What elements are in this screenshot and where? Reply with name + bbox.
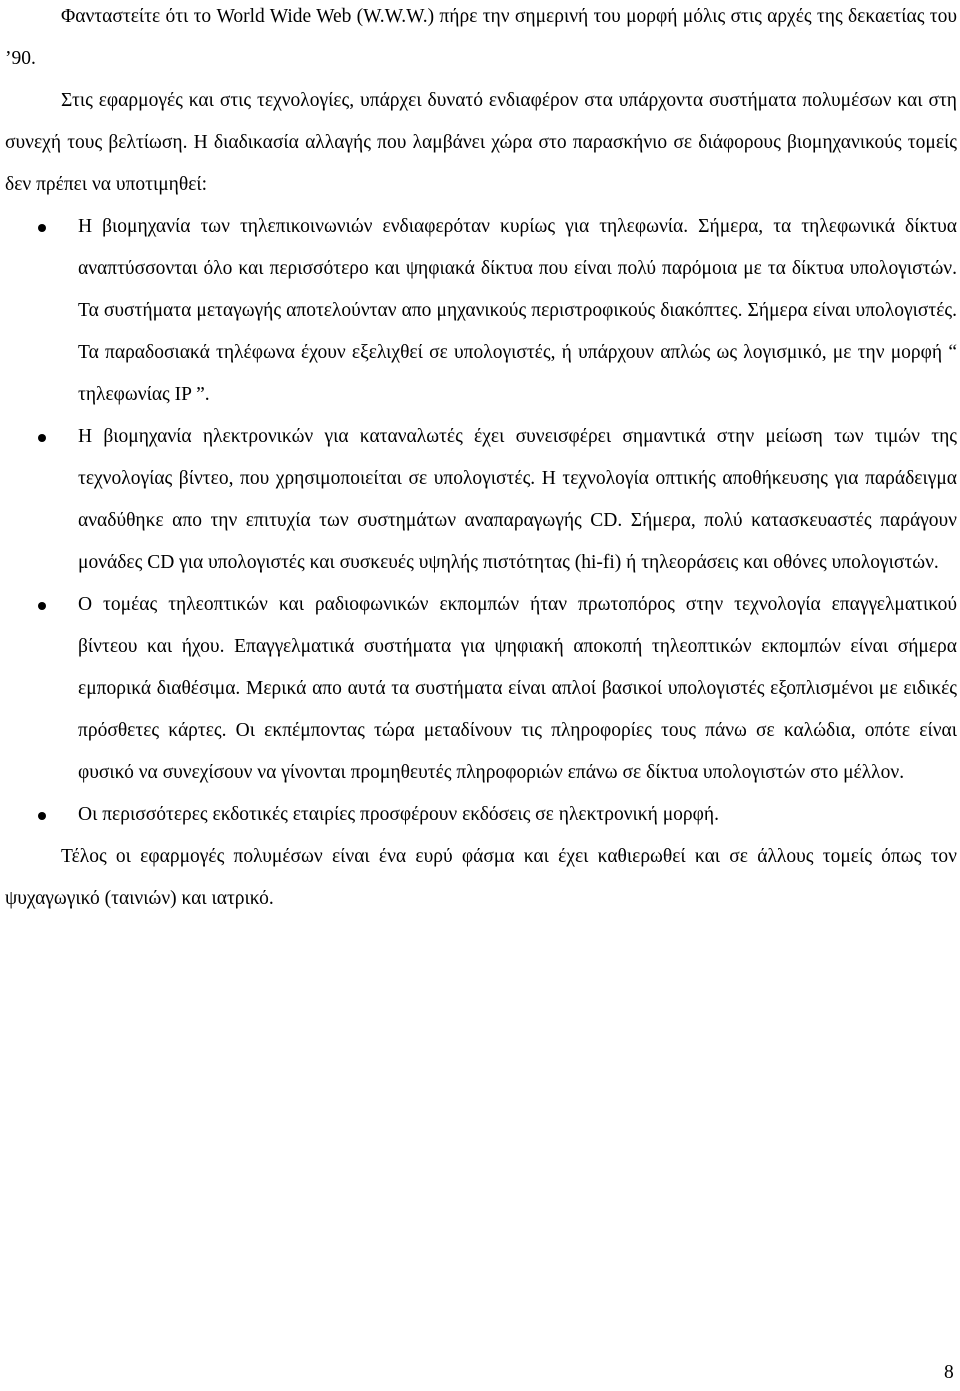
bullet-dot-icon [38, 434, 46, 442]
bullet-text: Ο τομέας τηλεοπτικών και ραδιοφωνικών εκπομπών ήταν πρωτοπόρος στην τεχνολογία επαγγελματικού βίντεου και ήχου. Επαγγελματικά συστήματα για ψηφιακή αποκοπή τηλεοπτικών εκπομπών είναι σήμερα εμπορικά διαθέσιμα. Μερικά απο αυτά τα συστήματα είναι απλοί βασικοί υπολογιστές εξοπλισμένοι με ειδικές πρόσθετες κάρτες. Οι εκπέμποντας τώρα μεταδίνουν τις πληροφορίες τους πάνω σε καλώδια, οπότε είναι φυσικό να συνεχίσουν να γίνονται προμηθευτές πληροφοριών επάνω σε δίκτυα υπολογιστών στο μέλλον. [78, 594, 957, 783]
page-number: 8 [944, 1362, 954, 1383]
bullet-telecommunications [5, 206, 957, 416]
bullet-dot-icon [38, 224, 46, 232]
bullet-publishing [5, 794, 957, 836]
bullet-broadcasting [5, 584, 957, 794]
bullet-text: Η βιομηχανία των τηλεπικοινωνιών ενδιαφερόταν κυρίως για τηλεφωνία. Σήμερα, τα τηλεφωνικά δίκτυα αναπτύσσονται όλο και περισσότερο και ψηφιακά δίκτυα που είναι πολύ παρόμοια με τα δίκτυα υπολογιστών. Τα συστήματα μεταγωγής αποτελούνταν απο μηχανικούς περιστροφικούς διακόπτες. Σήμερα είναι υπολογιστές. Τα παραδοσιακά τηλέφωνα έχουν εξελιχθεί σε υπολογιστές, ή υπάρχουν απλώς ως λογισμικό, με την μορφή “ τηλεφωνίας IP ”. [78, 216, 957, 405]
bullet-consumer-electronics [5, 416, 957, 584]
bullet-dot-icon [38, 602, 46, 610]
bullet-text: Οι περισσότερες εκδοτικές εταιρίες προσφέρουν εκδόσεις σε ηλεκτρονική μορφή. [78, 804, 719, 825]
industry-bullet-list [5, 206, 957, 836]
intro-paragraph-www: Φανταστείτε ότι το World Wide Web (W.W.W.) πήρε την σημερινή του μορφή μόλις στις αρχές της δεκαετίας του ’90. [5, 6, 957, 69]
intro-paragraph-multimedia: Στις εφαρμογές και στις τεχνολογίες, υπάρχει δυνατό ενδιαφέρον στα υπάρχοντα συστήματα πολυμέσων και στη συνεχή τους βελτίωση. Η διαδικασία αλλαγής που λαμβάνει χώρα στο παρασκήνιο σε διάφορους βιομηχανικούς τομείς δεν πρέπει να υποτιμηθεί: [5, 90, 957, 195]
bullet-text: Η βιομηχανία ηλεκτρονικών για καταναλωτές έχει συνεισφέρει σημαντικά στην μείωση των τιμών της τεχνολογίας βίντεο, που χρησιμοποιείται σε υπολογιστές. Η τεχνολογία οπτικής αποθήκευσης για παράδειγμα αναδύθηκε απο την επιτυχία των συστημάτων αναπαραγωγής CD. Σήμερα, πολύ κατασκευαστές παράγουν μονάδες CD για υπολογιστές και συσκευές υψηλής πιστότητας (hi-fi) ή τηλεοράσεις και οθόνες υπολογιστών. [78, 426, 957, 573]
document-page [5, 0, 957, 920]
conclusion-paragraph: Τέλος οι εφαρμογές πολυμέσων είναι ένα ευρύ φάσμα και έχει καθιερωθεί και σε άλλους τομείς όπως τον ψυχαγωγικό (ταινιών) και ιατρικό. [5, 846, 957, 909]
bullet-dot-icon [38, 812, 46, 820]
